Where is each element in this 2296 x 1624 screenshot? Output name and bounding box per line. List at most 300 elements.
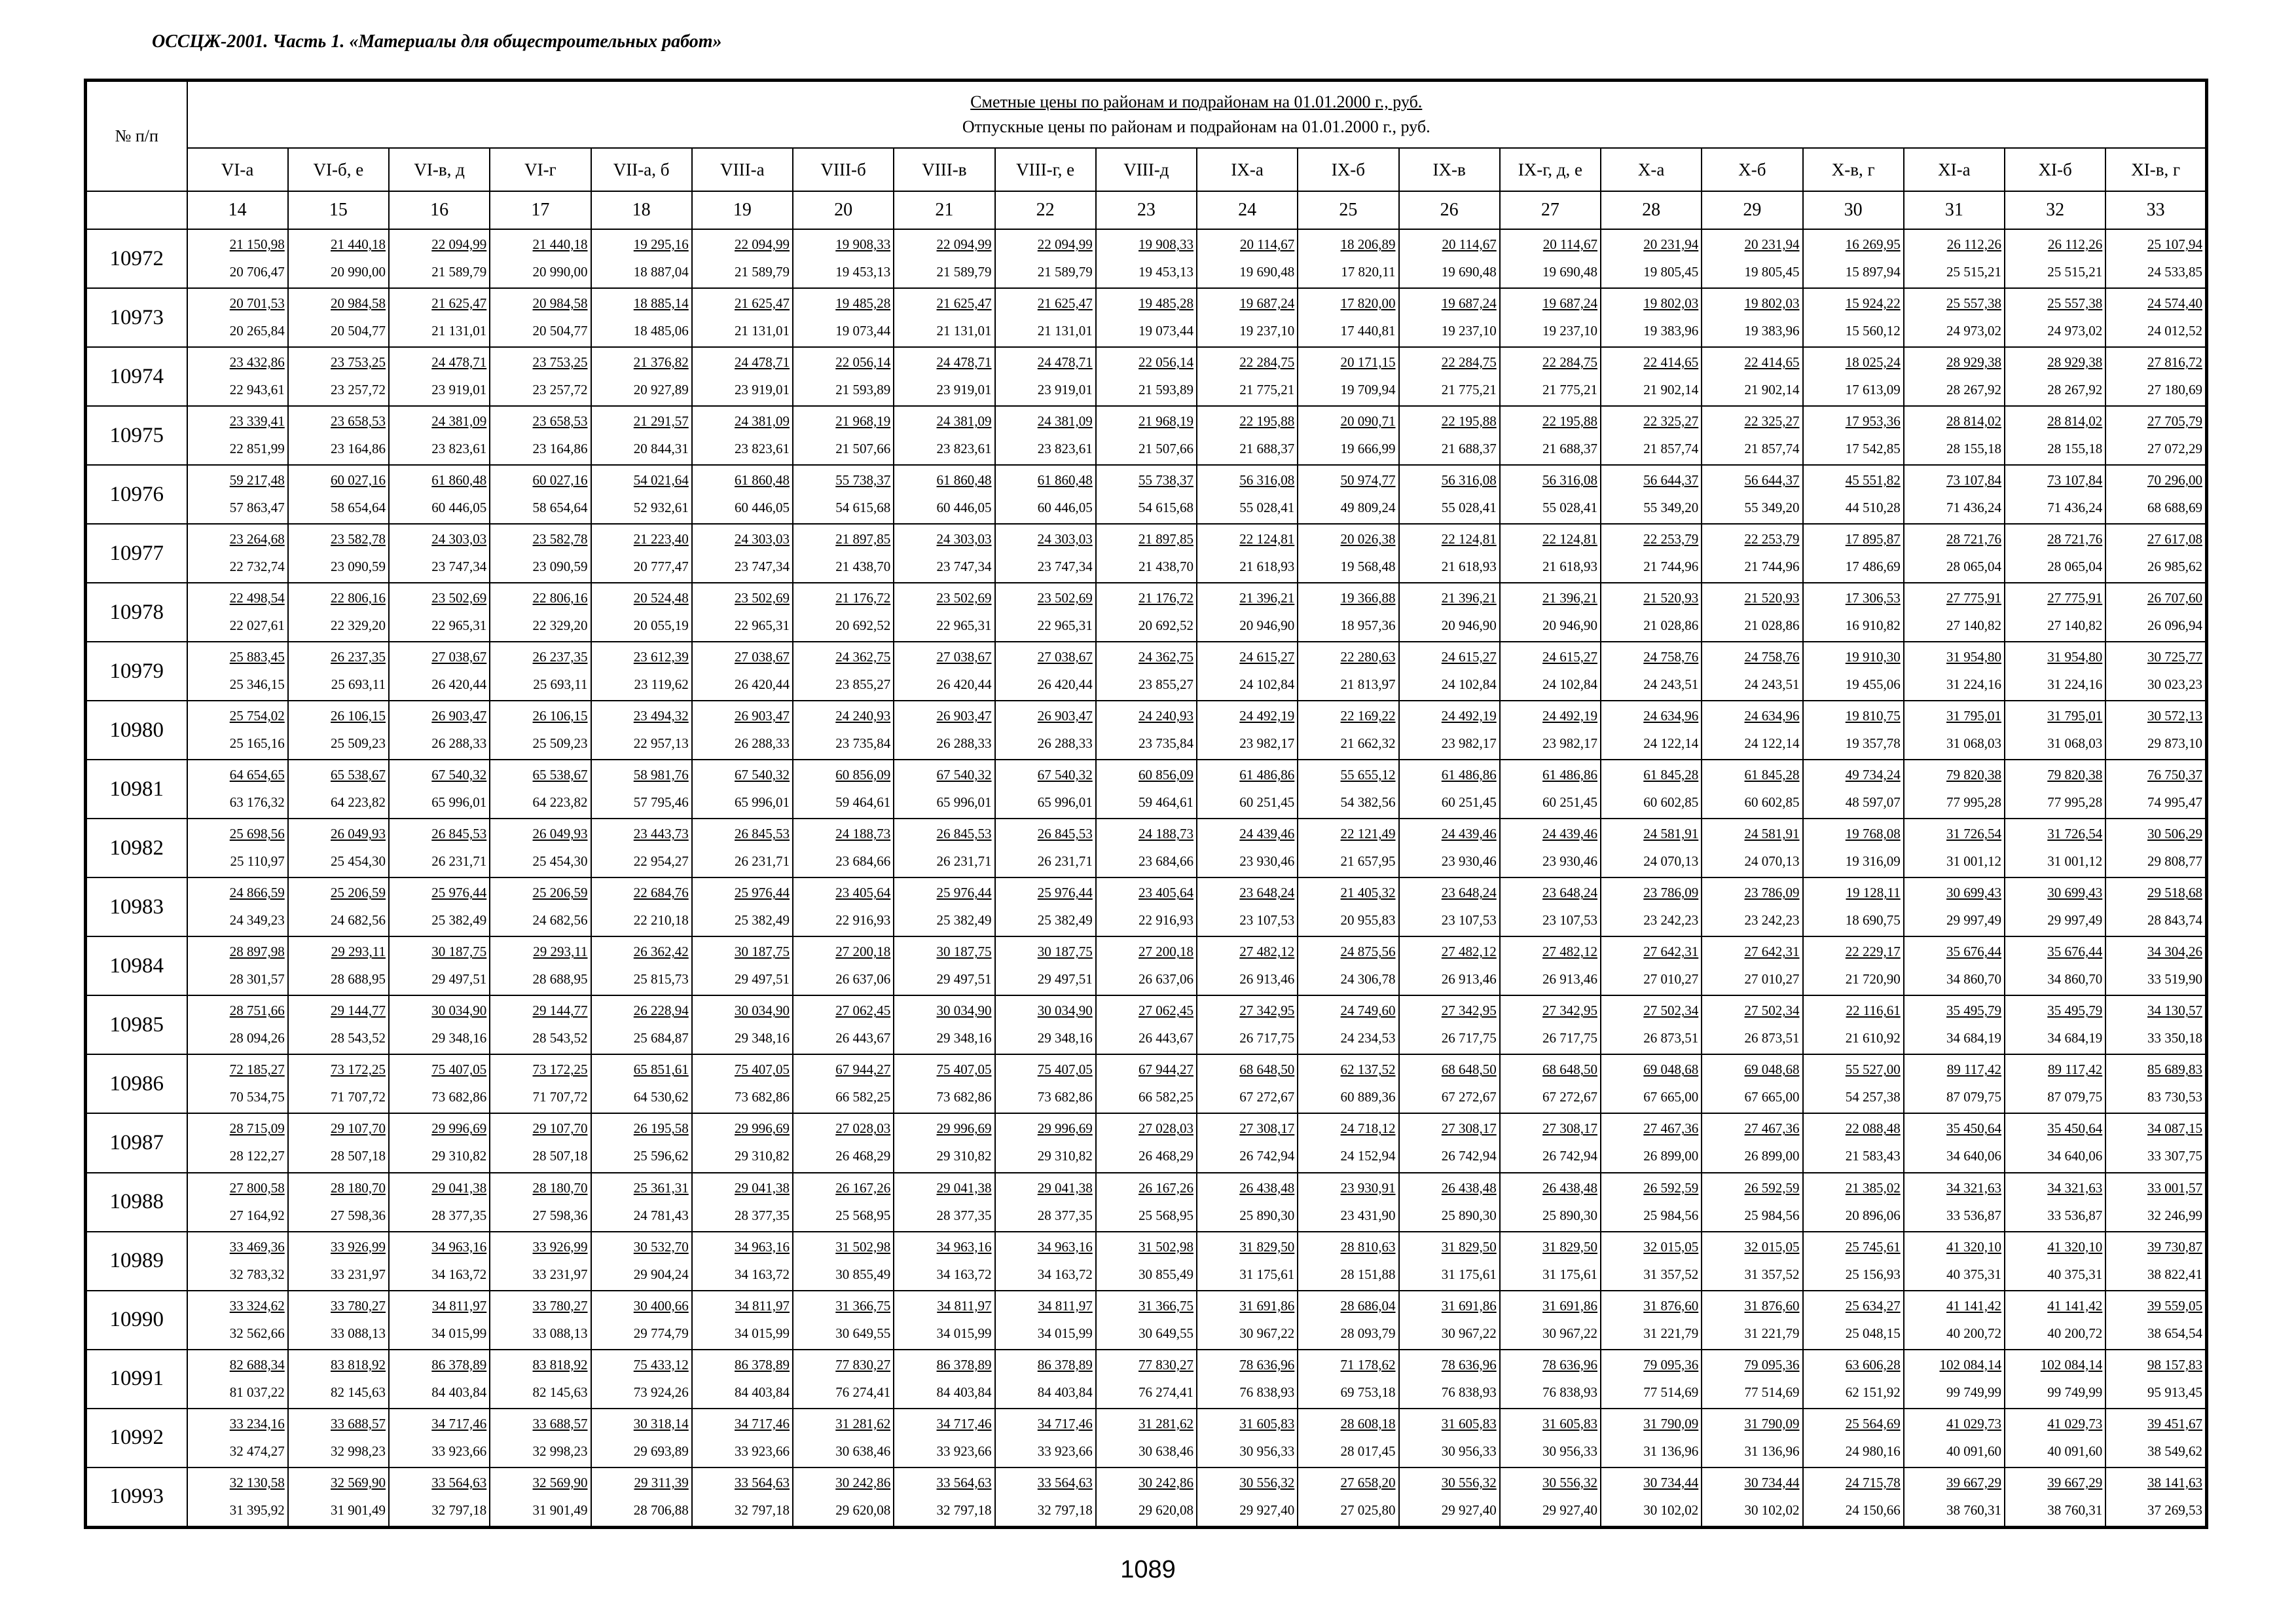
- estimated-price: 23 753,25: [532, 354, 588, 371]
- price-cell: [1702, 347, 1802, 406]
- release-price: 29 348,16: [1037, 1030, 1093, 1046]
- price-cell: [894, 1409, 994, 1467]
- release-price: 27 598,36: [331, 1207, 386, 1223]
- estimated-price: 27 342,95: [1441, 1003, 1497, 1019]
- estimated-price: 21 625,47: [735, 295, 790, 312]
- estimated-price: 21 625,47: [936, 295, 992, 312]
- estimated-price: 32 569,90: [532, 1474, 588, 1490]
- price-cell: [389, 1054, 490, 1113]
- release-price: 22 965,31: [936, 618, 992, 634]
- release-price: 25 346,15: [229, 676, 285, 693]
- release-price: 29 310,82: [936, 1148, 992, 1164]
- price-cell: [288, 288, 389, 347]
- price-cell: [1197, 877, 1298, 936]
- release-price: 22 027,61: [229, 618, 285, 634]
- estimated-price: 25 107,94: [2147, 236, 2202, 253]
- estimated-price: 30 034,90: [936, 1003, 992, 1019]
- release-price: 71 436,24: [1946, 500, 2001, 516]
- estimated-price: 31 829,50: [1441, 1238, 1497, 1255]
- price-cell: [793, 701, 894, 760]
- price-cell: [1803, 1054, 1904, 1113]
- item-number: 10986: [86, 1054, 187, 1113]
- release-price: 31 224,16: [2047, 676, 2103, 693]
- estimated-price: 27 308,17: [1441, 1120, 1497, 1137]
- price-cell: [995, 701, 1096, 760]
- price-cell: [2105, 819, 2206, 877]
- release-price: 60 446,05: [431, 500, 487, 516]
- estimated-price: 24 478,71: [936, 354, 992, 371]
- price-cell: [187, 642, 288, 701]
- price-cell: [2105, 1291, 2206, 1350]
- release-price: 29 997,49: [2047, 912, 2103, 929]
- estimated-price: 65 851,61: [633, 1061, 689, 1078]
- price-cell: [1803, 347, 1904, 406]
- release-price: 27 140,82: [2047, 618, 2103, 634]
- release-price: 65 996,01: [735, 794, 790, 811]
- item-number: 10992: [86, 1409, 187, 1467]
- estimated-price: 21 625,47: [1037, 295, 1093, 312]
- price-cell: [1803, 1173, 1904, 1232]
- release-price: 76 274,41: [1139, 1384, 1194, 1400]
- release-price: 63 176,32: [229, 794, 285, 811]
- estimated-price: 27 038,67: [735, 649, 790, 665]
- price-cell: [793, 288, 894, 347]
- release-price: 22 965,31: [1037, 618, 1093, 634]
- estimated-price: 26 438,48: [1239, 1179, 1295, 1196]
- price-cell: [793, 347, 894, 406]
- release-price: 31 901,49: [532, 1502, 588, 1518]
- estimated-price: 21 405,32: [1340, 885, 1396, 901]
- price-cell: [1298, 701, 1398, 760]
- release-price: 21 902,14: [1643, 382, 1699, 398]
- price-cell: [793, 1232, 894, 1291]
- release-price: 34 163,72: [936, 1266, 992, 1282]
- price-cell: [1399, 1173, 1500, 1232]
- estimated-price: 21 897,85: [835, 531, 891, 547]
- estimated-price: 89 117,42: [1946, 1061, 2001, 1078]
- price-cell: [1500, 524, 1601, 583]
- estimated-price: 22 056,14: [1139, 354, 1194, 371]
- release-price: 19 383,96: [1643, 323, 1699, 339]
- region-header: IX-г, д, е: [1500, 148, 1601, 191]
- estimated-price: 20 171,15: [1340, 354, 1396, 371]
- column-number: 20: [793, 191, 894, 229]
- release-price: 60 602,85: [1744, 794, 1800, 811]
- price-cell: [2105, 288, 2206, 347]
- release-price: 34 860,70: [2047, 971, 2103, 987]
- estimated-price: 26 845,53: [936, 826, 992, 842]
- region-header: VI-а: [187, 148, 288, 191]
- price-cell: [1298, 936, 1398, 995]
- release-price: 67 272,67: [1542, 1089, 1597, 1105]
- release-price: 27 140,82: [1946, 618, 2001, 634]
- price-cell: [187, 701, 288, 760]
- estimated-price: 21 520,93: [1643, 590, 1699, 606]
- release-price: 23 090,59: [331, 559, 386, 575]
- price-cell: [2005, 229, 2105, 288]
- release-price: 23 242,23: [1744, 912, 1800, 929]
- estimated-price: 26 903,47: [1037, 708, 1093, 724]
- item-number: 10988: [86, 1173, 187, 1232]
- estimated-price: 39 559,05: [2147, 1297, 2202, 1314]
- estimated-price: 67 944,27: [1139, 1061, 1194, 1078]
- estimated-price: 54 021,64: [633, 472, 689, 489]
- price-cell: [793, 1467, 894, 1528]
- price-cell: [692, 524, 793, 583]
- estimated-price: 71 178,62: [1340, 1356, 1396, 1373]
- release-price: 28 377,35: [1037, 1207, 1093, 1223]
- estimated-price: 17 306,53: [1845, 590, 1901, 606]
- estimated-price: 24 381,09: [735, 413, 790, 430]
- column-number: 22: [995, 191, 1096, 229]
- price-cell: [1399, 406, 1500, 465]
- release-price: 25 515,21: [1946, 264, 2001, 280]
- release-price: 34 640,06: [1946, 1148, 2001, 1164]
- estimated-price: 22 195,88: [1542, 413, 1597, 430]
- release-price: 38 549,62: [2147, 1443, 2202, 1459]
- estimated-price: 25 557,38: [2047, 295, 2103, 312]
- table-row: [86, 1409, 2207, 1467]
- price-cell: [894, 1113, 994, 1172]
- release-price: 26 717,75: [1441, 1030, 1497, 1046]
- release-price: 20 844,31: [633, 441, 689, 457]
- region-header: VII-а, б: [591, 148, 692, 191]
- release-price: 77 995,28: [2047, 794, 2103, 811]
- release-price: 54 257,38: [1845, 1089, 1901, 1105]
- release-price: 19 455,06: [1845, 676, 1901, 693]
- release-price: 26 913,46: [1441, 971, 1497, 987]
- price-cell: [1601, 524, 1702, 583]
- release-price: 19 805,45: [1744, 264, 1800, 280]
- release-price: 23 823,61: [936, 441, 992, 457]
- estimated-price: 22 806,16: [331, 590, 386, 606]
- region-header: VI-б, е: [288, 148, 389, 191]
- region-header: XI-а: [1904, 148, 2005, 191]
- price-cell: [288, 877, 389, 936]
- release-price: 26 742,94: [1542, 1148, 1597, 1164]
- column-number: 17: [490, 191, 591, 229]
- price-cell: [793, 229, 894, 288]
- price-cell: [1803, 995, 1904, 1054]
- price-cell: [1298, 1173, 1398, 1232]
- price-table: [84, 79, 2208, 1529]
- estimated-price: 28 180,70: [331, 1179, 386, 1196]
- release-price: 21 744,96: [1643, 559, 1699, 575]
- estimated-price: 31 605,83: [1441, 1415, 1497, 1431]
- estimated-price: 24 615,27: [1441, 649, 1497, 665]
- release-price: 19 568,48: [1340, 559, 1396, 575]
- release-price: 22 210,18: [633, 912, 689, 929]
- price-cell: [1197, 406, 1298, 465]
- estimated-price: 50 974,77: [1340, 472, 1396, 489]
- column-number: 16: [389, 191, 490, 229]
- estimated-price: 35 450,64: [1946, 1120, 2001, 1137]
- price-cell: [1904, 1113, 2005, 1172]
- price-cell: [490, 229, 591, 288]
- estimated-price: 75 407,05: [936, 1061, 992, 1078]
- price-cell: [1096, 465, 1197, 524]
- estimated-price: 24 478,71: [1037, 354, 1093, 371]
- estimated-price: 31 795,01: [2047, 708, 2103, 724]
- release-price: 21 657,95: [1340, 853, 1396, 870]
- region-header: VIII-б: [793, 148, 894, 191]
- column-number: 29: [1702, 191, 1802, 229]
- estimated-price: 89 117,42: [2048, 1061, 2103, 1078]
- price-cell: [1197, 995, 1298, 1054]
- price-cell: [1197, 642, 1298, 701]
- price-cell: [288, 760, 389, 819]
- price-cell: [1803, 1232, 1904, 1291]
- price-cell: [490, 583, 591, 642]
- release-price: 26 231,71: [431, 853, 487, 870]
- release-price: 28 093,79: [1340, 1325, 1396, 1341]
- release-price: 23 919,01: [1037, 382, 1093, 398]
- release-price: 25 382,49: [431, 912, 487, 929]
- estimated-price: 73 172,25: [331, 1061, 386, 1078]
- release-price: 27 164,92: [229, 1207, 285, 1223]
- release-price: 23 107,53: [1441, 912, 1497, 929]
- release-price: 32 562,66: [229, 1325, 285, 1341]
- release-price: 26 742,94: [1441, 1148, 1497, 1164]
- estimated-price: 19 687,24: [1441, 295, 1497, 312]
- release-price: 19 709,94: [1340, 382, 1396, 398]
- price-cell: [1298, 760, 1398, 819]
- estimated-price: 29 107,70: [331, 1120, 386, 1137]
- release-price: 30 967,22: [1441, 1325, 1497, 1341]
- release-price: 33 923,66: [936, 1443, 992, 1459]
- estimated-price: 31 502,98: [1139, 1238, 1194, 1255]
- release-price: 55 028,41: [1441, 500, 1497, 516]
- release-price: 25 984,56: [1744, 1207, 1800, 1223]
- release-price: 26 717,75: [1239, 1030, 1295, 1046]
- release-price: 77 995,28: [1946, 794, 2001, 811]
- price-cell: [1197, 1350, 1298, 1409]
- release-price: 31 136,96: [1744, 1443, 1800, 1459]
- price-cell: [1197, 1173, 1298, 1232]
- price-cell: [1702, 288, 1802, 347]
- release-price: 30 023,23: [2147, 676, 2202, 693]
- price-cell: [1601, 1054, 1702, 1113]
- release-price: 22 329,20: [532, 618, 588, 634]
- price-cell: [1702, 1291, 1802, 1350]
- region-header: VIII-г, е: [995, 148, 1096, 191]
- release-price: 29 774,79: [633, 1325, 689, 1341]
- release-price: 23 164,86: [331, 441, 386, 457]
- price-cell: [1601, 1173, 1702, 1232]
- estimated-price: 23 502,69: [936, 590, 992, 606]
- estimated-price: 26 903,47: [936, 708, 992, 724]
- estimated-price: 25 698,56: [229, 826, 285, 842]
- region-header: X-в, г: [1803, 148, 1904, 191]
- release-price: 22 965,31: [735, 618, 790, 634]
- price-cell: [1702, 1173, 1802, 1232]
- price-cell: [2105, 642, 2206, 701]
- release-price: 21 131,01: [1037, 323, 1093, 339]
- price-cell: [1399, 1054, 1500, 1113]
- price-cell: [1702, 406, 1802, 465]
- estimated-price: 27 482,12: [1239, 944, 1295, 960]
- estimated-price: 23 753,25: [331, 354, 386, 371]
- release-price: 34 015,99: [735, 1325, 790, 1341]
- price-cell: [894, 642, 994, 701]
- release-price: 30 102,02: [1744, 1502, 1800, 1518]
- price-cell: [1601, 229, 1702, 288]
- estimated-price: 27 308,17: [1239, 1120, 1295, 1137]
- release-price: 27 010,27: [1643, 971, 1699, 987]
- release-price: 20 692,52: [835, 618, 891, 634]
- item-number: 10980: [86, 701, 187, 760]
- estimated-price: 28 686,04: [1340, 1297, 1396, 1314]
- price-cell: [1904, 936, 2005, 995]
- estimated-price: 22 088,48: [1845, 1120, 1901, 1137]
- price-cell: [490, 701, 591, 760]
- price-cell: [288, 936, 389, 995]
- release-price: 26 913,46: [1542, 971, 1597, 987]
- estimated-price: 21 376,82: [633, 354, 689, 371]
- item-number: 10983: [86, 877, 187, 936]
- release-price: 32 246,99: [2147, 1207, 2202, 1223]
- release-price: 21 589,79: [431, 264, 487, 280]
- release-price: 84 403,84: [431, 1384, 487, 1400]
- price-cell: [1197, 1113, 1298, 1172]
- estimated-price: 25 564,69: [1845, 1415, 1901, 1431]
- release-price: 26 468,29: [835, 1148, 891, 1164]
- estimated-price: 21 440,18: [331, 236, 386, 253]
- release-price: 31 068,03: [1946, 735, 2001, 752]
- release-price: 84 403,84: [936, 1384, 992, 1400]
- price-cell: [1904, 1291, 2005, 1350]
- estimated-price: 24 439,46: [1441, 826, 1497, 842]
- release-price: 26 420,44: [936, 676, 992, 693]
- estimated-price: 28 814,02: [2047, 413, 2103, 430]
- estimated-price: 24 188,73: [1139, 826, 1194, 842]
- estimated-price: 79 095,36: [1744, 1356, 1800, 1373]
- estimated-price: 34 087,15: [2147, 1120, 2202, 1137]
- release-price: 15 560,12: [1845, 323, 1901, 339]
- price-cell: [591, 406, 692, 465]
- estimated-price: 27 038,67: [1037, 649, 1093, 665]
- release-price: 59 464,61: [1139, 794, 1194, 811]
- price-cell: [591, 1173, 692, 1232]
- price-cell: [591, 1409, 692, 1467]
- estimated-price: 75 407,05: [735, 1061, 790, 1078]
- price-cell: [1197, 1232, 1298, 1291]
- release-price: 70 534,75: [229, 1089, 285, 1105]
- release-price: 73 682,86: [936, 1089, 992, 1105]
- estimated-price: 27 642,31: [1744, 944, 1800, 960]
- estimated-price: 27 038,67: [936, 649, 992, 665]
- release-price: 24 973,02: [2047, 323, 2103, 339]
- estimated-price: 30 187,75: [431, 944, 487, 960]
- release-price: 19 453,13: [1139, 264, 1194, 280]
- price-cell: [187, 1291, 288, 1350]
- release-price: 19 316,09: [1845, 853, 1901, 870]
- price-cell: [490, 877, 591, 936]
- release-price: 33 088,13: [331, 1325, 386, 1341]
- table-body: [86, 229, 2207, 1528]
- release-price: 69 753,18: [1340, 1384, 1396, 1400]
- release-price: 24 980,16: [1845, 1443, 1901, 1459]
- estimated-price: 26 903,47: [431, 708, 487, 724]
- release-price: 25 454,30: [532, 853, 588, 870]
- price-cell: [995, 288, 1096, 347]
- item-number: 10984: [86, 936, 187, 995]
- release-price: 24 243,51: [1643, 676, 1699, 693]
- estimated-price: 60 856,09: [1139, 767, 1194, 783]
- release-price: 33 536,87: [1946, 1207, 2001, 1223]
- release-price: 66 582,25: [1139, 1089, 1194, 1105]
- estimated-price: 30 699,43: [2047, 885, 2103, 901]
- estimated-price: 27 062,45: [1139, 1003, 1194, 1019]
- price-cell: [288, 1232, 389, 1291]
- estimated-price: 62 137,52: [1340, 1061, 1396, 1078]
- item-number: 10985: [86, 995, 187, 1054]
- release-price: 99 749,99: [2047, 1384, 2103, 1400]
- price-cell: [692, 995, 793, 1054]
- price-cell: [1298, 1291, 1398, 1350]
- estimated-price: 26 228,94: [633, 1003, 689, 1019]
- release-price: 65 996,01: [936, 794, 992, 811]
- release-price: 25 454,30: [331, 853, 386, 870]
- estimated-price: 19 810,75: [1845, 708, 1901, 724]
- estimated-price: 30 556,32: [1542, 1474, 1597, 1490]
- price-cell: [1197, 465, 1298, 524]
- estimated-price: 27 775,91: [2047, 590, 2103, 606]
- release-price: 23 747,34: [1037, 559, 1093, 575]
- price-cell: [1096, 642, 1197, 701]
- estimated-price: 27 502,34: [1744, 1003, 1800, 1019]
- release-price: 60 251,45: [1239, 794, 1295, 811]
- table-row: [86, 936, 2207, 995]
- release-price: 17 486,69: [1845, 559, 1901, 575]
- release-price: 57 863,47: [229, 500, 285, 516]
- table-row: [86, 347, 2207, 406]
- column-number: 31: [1904, 191, 2005, 229]
- estimated-price: 22 056,14: [835, 354, 891, 371]
- release-price: 21 583,43: [1845, 1148, 1901, 1164]
- item-number: 10993: [86, 1467, 187, 1528]
- release-price: 19 383,96: [1744, 323, 1800, 339]
- price-cell: [692, 877, 793, 936]
- release-price: 21 131,01: [431, 323, 487, 339]
- price-cell: [1298, 406, 1398, 465]
- price-cell: [692, 1467, 793, 1528]
- release-price: 29 927,40: [1239, 1502, 1295, 1518]
- estimated-price: 31 281,62: [835, 1415, 891, 1431]
- estimated-price: 60 027,16: [331, 472, 386, 489]
- price-cell: [692, 760, 793, 819]
- estimated-price: 67 540,32: [735, 767, 790, 783]
- estimated-price: 55 527,00: [1845, 1061, 1901, 1078]
- price-cell: [1904, 465, 2005, 524]
- release-price: 32 998,23: [532, 1443, 588, 1459]
- price-cell: [389, 229, 490, 288]
- price-cell: [1803, 936, 1904, 995]
- estimated-price: 34 811,97: [1038, 1297, 1093, 1314]
- estimated-price: 19 128,11: [1846, 885, 1901, 901]
- price-cell: [1096, 819, 1197, 877]
- release-price: 26 231,71: [936, 853, 992, 870]
- estimated-price: 23 786,09: [1744, 885, 1800, 901]
- release-price: 23 107,53: [1542, 912, 1597, 929]
- release-price: 26 096,94: [2147, 618, 2202, 634]
- estimated-price: 27 482,12: [1542, 944, 1597, 960]
- price-cell: [1904, 229, 2005, 288]
- estimated-price: 34 963,16: [431, 1238, 487, 1255]
- price-cell: [1399, 229, 1500, 288]
- estimated-price: 24 303,03: [936, 531, 992, 547]
- release-price: 30 855,49: [835, 1266, 891, 1282]
